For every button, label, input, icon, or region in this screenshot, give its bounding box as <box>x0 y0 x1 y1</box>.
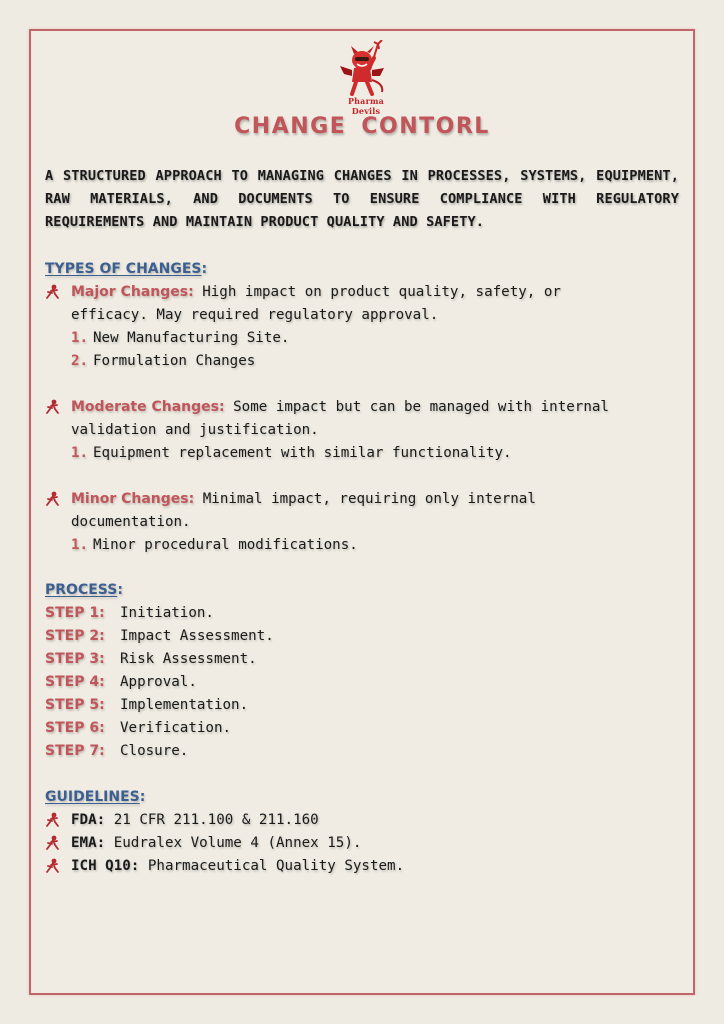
example-item: 1. New Manufacturing Site. <box>71 330 290 346</box>
change-type-minor: Minor Changes: Minimal impact, requiring only internal <box>45 488 685 511</box>
process-step: STEP 3: Risk Assessment. <box>45 651 257 667</box>
logo-text: Pharma Devils <box>347 96 385 116</box>
example-item: 1. Minor procedural modifications. <box>71 537 358 553</box>
process-step: STEP 2: Impact Assessment. <box>45 628 274 644</box>
section-heading: PROCESS: <box>45 582 123 598</box>
process-step: STEP 6: Verification. <box>45 720 232 736</box>
guideline-item: EMA: Eudralex Volume 4 (Annex 15). <box>45 832 685 855</box>
devil-mascot-icon <box>334 40 398 96</box>
devil-bullet-icon <box>45 812 61 828</box>
process-step: STEP 5: Implementation. <box>45 697 249 713</box>
intro-paragraph: A STRUCTURED APPROACH TO MANAGING CHANGES IN PROCESSES, SYSTEMS, EQUIPMENT, RAW MATERIALS, AND DOCUMENTS TO ENSURE COMPLIANCE WITH REGULATORY REQUIREMENTS AND MAINTAIN PRODUCT QUALITY AND SAFETY. <box>45 168 679 230</box>
logo <box>334 40 398 116</box>
devil-bullet-icon <box>45 835 61 851</box>
devil-bullet-icon <box>45 858 61 874</box>
change-type-major: Major Changes: High impact on product quality, safety, or <box>45 281 685 304</box>
devil-bullet-icon <box>45 399 61 415</box>
devil-bullet-icon <box>45 284 61 300</box>
section-heading: GUIDELINES: <box>45 789 146 805</box>
guideline-item: ICH Q10: Pharmaceutical Quality System. <box>45 855 685 878</box>
page-title: CHANGE CONTORL <box>234 114 490 139</box>
guideline-item: FDA: 21 CFR 211.100 & 211.160 <box>45 809 685 832</box>
process-section <box>45 579 685 763</box>
guidelines-section <box>45 786 685 878</box>
process-step: STEP 4: Approval. <box>45 674 197 690</box>
devil-bullet-icon <box>45 491 61 507</box>
process-step: STEP 1: Initiation. <box>45 605 214 621</box>
section-heading: TYPES OF CHANGES: <box>45 261 208 277</box>
types-of-changes-section: TYPES OF CHANGES: Major Changes: High impact on product quality, safety, or efficacy. May required regulatory approval. 1. New Manufacturing Site. 2. Formulation Changes Moderate Changes: Some impact but can be managed with internal validation and justification. 1. Equipment replacement with similar functionality. Minor Changes: Minimal impact, requiring only internal documentation. 1. Minor procedural modifications. <box>45 258 685 557</box>
example-item: 2. Formulation Changes <box>71 353 256 369</box>
change-type-moderate: Moderate Changes: Some impact but can be managed with internal <box>45 396 685 419</box>
example-item: 1. Equipment replacement with similar functionality. <box>71 445 512 461</box>
process-step: STEP 7: Closure. <box>45 743 189 759</box>
